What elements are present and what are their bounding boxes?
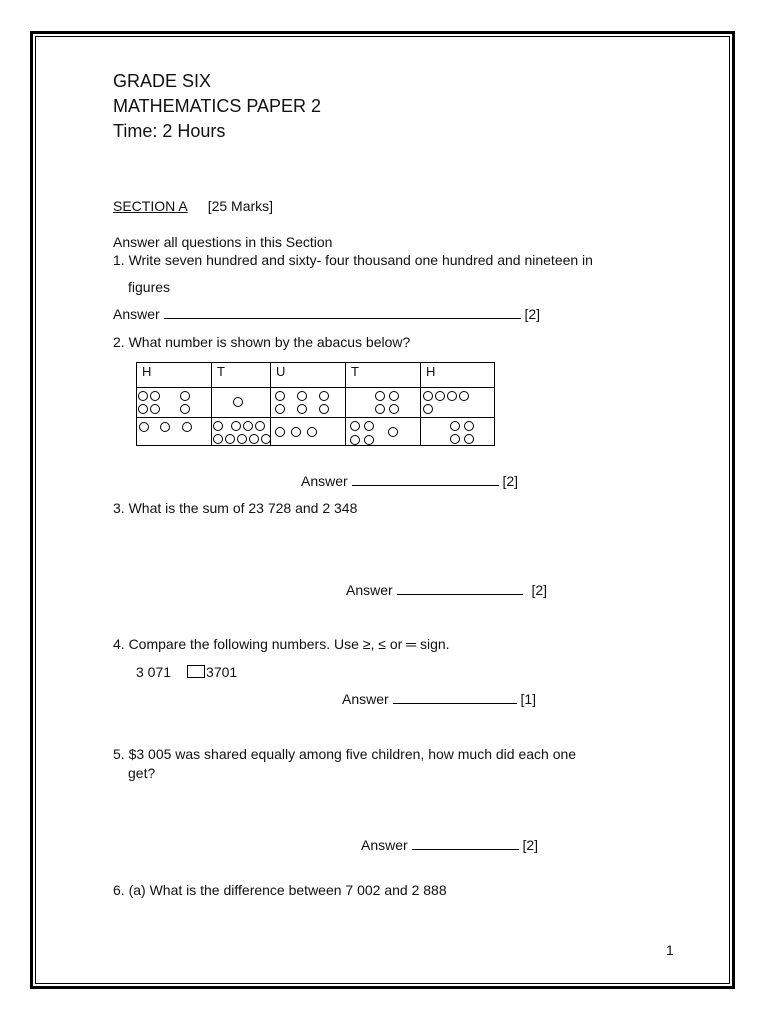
answer-line bbox=[164, 306, 521, 319]
bead bbox=[151, 405, 160, 414]
answer-label: Answer bbox=[361, 837, 408, 853]
abacus-column-header: U bbox=[271, 363, 346, 388]
answer-line bbox=[412, 837, 519, 850]
abacus-table bbox=[136, 362, 495, 446]
abacus-cell bbox=[346, 418, 421, 446]
bead bbox=[424, 392, 433, 401]
section-instruction: Answer all questions in this Section bbox=[113, 234, 333, 250]
question-2-answer bbox=[301, 472, 518, 490]
bead bbox=[262, 435, 271, 444]
bead bbox=[365, 422, 374, 431]
abacus-column-header: T bbox=[346, 363, 421, 388]
bead bbox=[465, 422, 474, 431]
bead bbox=[139, 392, 148, 401]
bead bbox=[365, 436, 374, 445]
bead bbox=[298, 392, 307, 401]
bead bbox=[256, 422, 265, 431]
paper-title: MATHEMATICS PAPER 2 bbox=[113, 96, 322, 116]
section-name: SECTION A bbox=[113, 198, 188, 214]
abacus-column-header: H bbox=[421, 363, 495, 388]
bead bbox=[390, 405, 399, 414]
bead bbox=[320, 392, 329, 401]
bead bbox=[465, 435, 474, 444]
answer-line bbox=[352, 473, 499, 486]
bead bbox=[139, 405, 148, 414]
question-3-answer bbox=[346, 581, 547, 599]
grade-title: GRADE SIX bbox=[113, 71, 212, 91]
bead bbox=[181, 405, 190, 414]
bead bbox=[351, 436, 360, 445]
bead bbox=[276, 405, 285, 414]
bead bbox=[390, 392, 399, 401]
answer-line bbox=[393, 691, 517, 704]
bead bbox=[448, 392, 457, 401]
bead bbox=[320, 405, 329, 414]
bead bbox=[292, 428, 301, 437]
bead bbox=[276, 392, 285, 401]
page-number: 1 bbox=[666, 942, 674, 958]
abacus-cell bbox=[421, 388, 495, 418]
bead bbox=[351, 422, 360, 431]
bead bbox=[424, 405, 433, 414]
question-4-text: 4. Compare the following numbers. Use ≥, ≤ or ═ sign. bbox=[113, 636, 450, 652]
question-3-text: 3. What is the sum of 23 728 and 2 348 bbox=[113, 500, 358, 516]
question-1-answer bbox=[113, 305, 540, 323]
bead bbox=[276, 428, 285, 437]
left-number: 3 071 bbox=[136, 664, 172, 680]
abacus-header-row bbox=[137, 363, 495, 388]
abacus-beads bbox=[212, 418, 270, 445]
question-1-line-1: 1. Write seven hundred and sixty- four thousand one hundred and nineteen in bbox=[113, 252, 593, 268]
question-5-line-1: 5. $3 005 was shared equally among five children, how much did each one bbox=[113, 746, 577, 762]
abacus-cell bbox=[212, 418, 271, 446]
bead bbox=[151, 392, 160, 401]
question-4-comparison bbox=[136, 663, 237, 681]
bead bbox=[232, 422, 241, 431]
question-5-answer bbox=[361, 836, 538, 854]
bead bbox=[183, 423, 192, 432]
bead bbox=[140, 423, 149, 432]
bead bbox=[250, 435, 259, 444]
bead bbox=[181, 392, 190, 401]
question-6-text: 6. (a) What is the difference between 7 002 and 2 888 bbox=[113, 882, 447, 898]
abacus-bead-row bbox=[137, 388, 495, 418]
bead bbox=[308, 428, 317, 437]
time-allowed: Time: 2 Hours bbox=[113, 121, 226, 141]
abacus-column-header: H bbox=[137, 363, 212, 388]
bead bbox=[238, 435, 247, 444]
abacus-beads bbox=[137, 388, 211, 417]
question-2-text: 2. What number is shown by the abacus below? bbox=[113, 334, 411, 350]
marks: [2] bbox=[524, 306, 541, 322]
section-marks: [25 Marks] bbox=[207, 198, 274, 214]
answer-line bbox=[397, 582, 523, 595]
bead bbox=[214, 422, 223, 431]
comparison-box bbox=[187, 665, 205, 678]
abacus-beads bbox=[212, 388, 270, 417]
marks: [2] bbox=[531, 582, 548, 598]
abacus-cell bbox=[137, 418, 212, 446]
abacus-cell bbox=[421, 418, 495, 446]
marks: [2] bbox=[522, 837, 539, 853]
bead bbox=[214, 435, 223, 444]
abacus-beads bbox=[346, 418, 420, 445]
abacus-beads bbox=[346, 388, 420, 417]
bead bbox=[244, 422, 253, 431]
bead bbox=[460, 392, 469, 401]
bead bbox=[436, 392, 445, 401]
bead bbox=[298, 405, 307, 414]
question-5-line-2: get? bbox=[128, 765, 156, 781]
bead bbox=[376, 405, 385, 414]
answer-label: Answer bbox=[342, 691, 389, 707]
marks: [2] bbox=[502, 473, 519, 489]
abacus-cell bbox=[137, 388, 212, 418]
bead bbox=[161, 423, 170, 432]
answer-label: Answer bbox=[113, 306, 160, 322]
abacus-cell bbox=[212, 388, 271, 418]
question-4-answer bbox=[342, 690, 536, 708]
question-1-line-2: figures bbox=[128, 279, 171, 295]
abacus-beads bbox=[137, 418, 211, 445]
abacus-column-header: T bbox=[212, 363, 271, 388]
bead bbox=[451, 435, 460, 444]
bead bbox=[451, 422, 460, 431]
abacus-beads bbox=[421, 388, 494, 417]
bead bbox=[389, 428, 398, 437]
abacus-beads bbox=[271, 418, 345, 445]
abacus-bead-row bbox=[137, 418, 495, 446]
abacus-beads bbox=[271, 388, 345, 417]
bead bbox=[234, 398, 243, 407]
answer-label: Answer bbox=[346, 582, 393, 598]
marks: [1] bbox=[520, 691, 537, 707]
bead bbox=[376, 392, 385, 401]
bead bbox=[226, 435, 235, 444]
abacus-cell bbox=[271, 418, 346, 446]
answer-label: Answer bbox=[301, 473, 348, 489]
abacus-cell bbox=[271, 388, 346, 418]
right-number: 3701 bbox=[206, 664, 238, 680]
abacus-cell bbox=[346, 388, 421, 418]
abacus-beads bbox=[421, 418, 494, 445]
section-heading bbox=[113, 197, 273, 215]
